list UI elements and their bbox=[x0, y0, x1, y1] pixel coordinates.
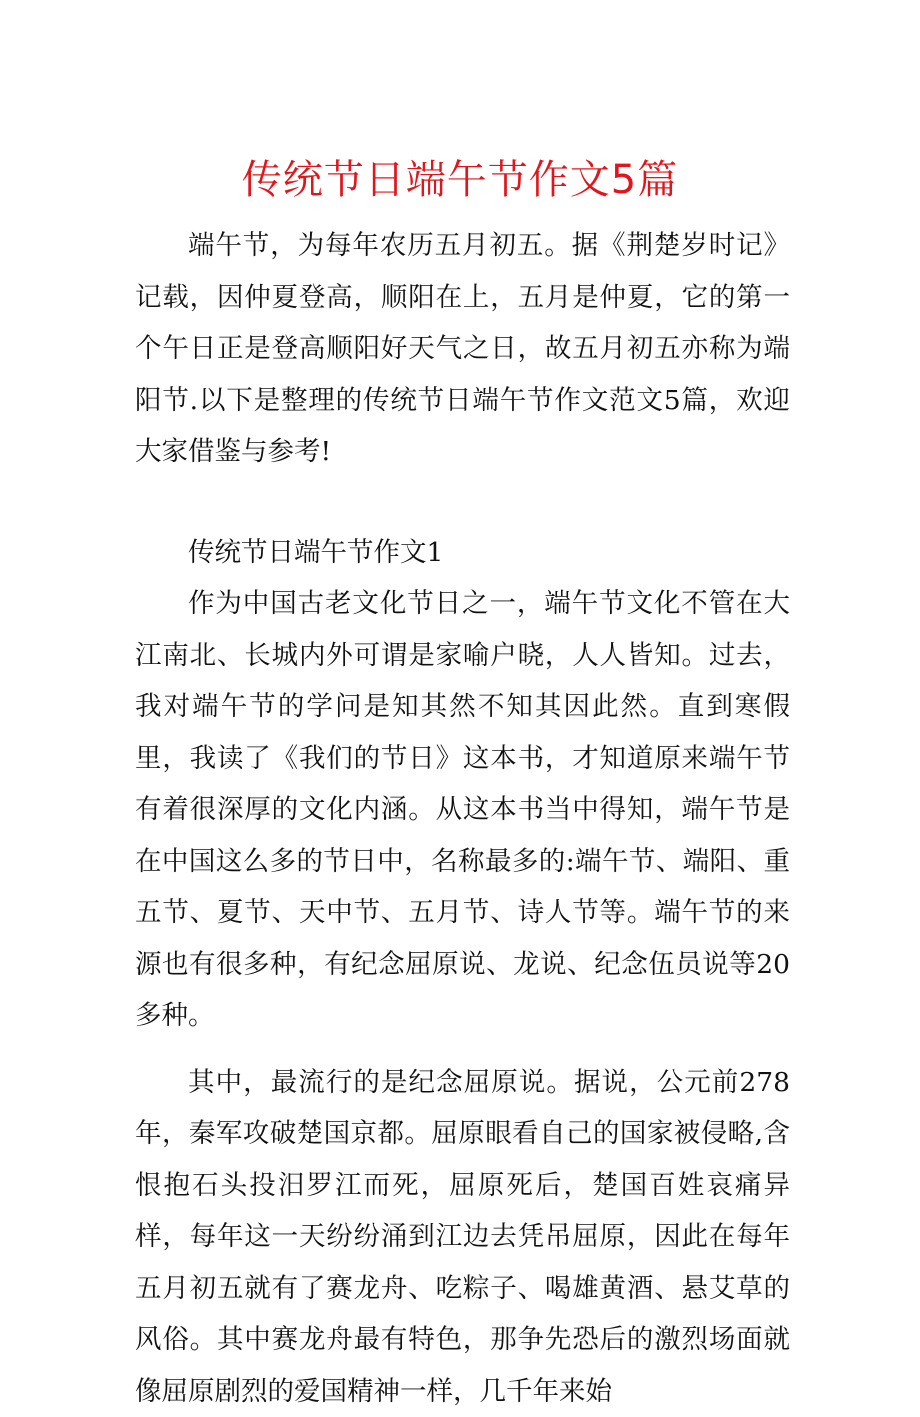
section-heading: 传统节日端午节作文1 bbox=[135, 527, 790, 579]
intro-paragraph: 端午节，为每年农历五月初五。据《荆楚岁时记》记载，因仲夏登高，顺阳在上，五月是仲夏，它的第一个午日正是登高顺阳好天气之日，故五月初五亦称为端阳节.以下是整理的传统节日端午节作文范文5篇，欢迎大家借鉴与参考! bbox=[135, 220, 790, 478]
spacer bbox=[135, 1042, 790, 1057]
document-body bbox=[135, 220, 790, 1417]
body-paragraph-2: 其中，最流行的是纪念屈原说。据说，公元前278年，秦军攻破楚国京都。屈原眼看自己的国家被侵略,含恨抱石头投汨罗江而死，屈原死后，楚国百姓哀痛异样，每年这一天纷纷涌到江边去凭吊屈原，因此在每年五月初五就有了赛龙舟、吃粽子、喝雄黄酒、悬艾草的风俗。其中赛龙舟最有特色，那争先恐后的激烈场面就像屈原剧烈的爱国精神一样，几千年来始 bbox=[135, 1057, 790, 1417]
body-paragraph-1: 作为中国古老文化节日之一，端午节文化不管在大江南北、长城内外可谓是家喻户晓，人人皆知。过去，我对端午节的学问是知其然不知其因此然。直到寒假里，我读了《我们的节日》这本书，才知道原来端午节有着很深厚的文化内涵。从这本书当中得知，端午节是在中国这么多的节日中，名称最多的:端午节、端阳、重五节、夏节、天中节、五月节、诗人节等。端午节的来源也有很多种，有纪念屈原说、龙说、纪念伍员说等20多种。 bbox=[135, 578, 790, 1042]
spacer bbox=[135, 478, 790, 527]
document-title: 传统节日端午节作文5篇 bbox=[0, 150, 920, 210]
